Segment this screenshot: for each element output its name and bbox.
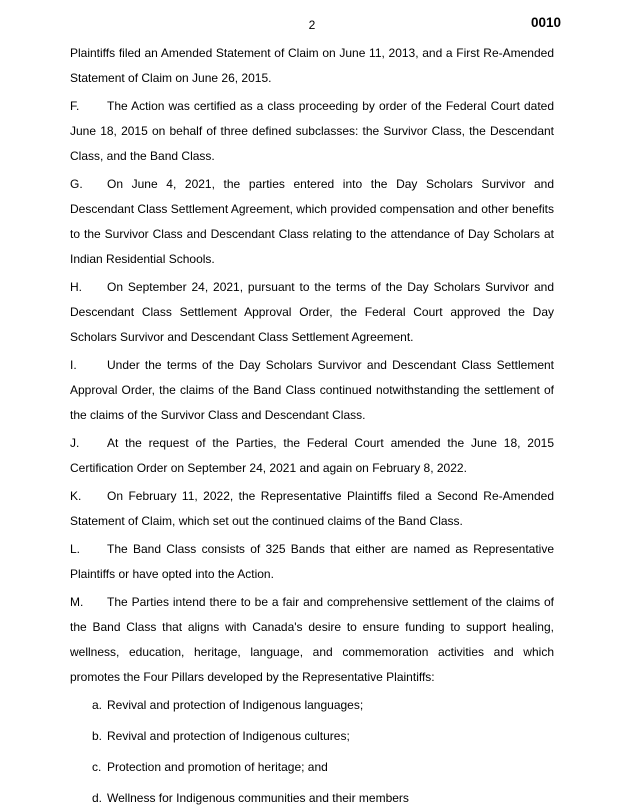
pillar-a-label: a. bbox=[92, 698, 103, 712]
recital-h-label: H. bbox=[70, 280, 82, 294]
recital-m-label: M. bbox=[70, 595, 84, 609]
recital-f-text: The Action was certified as a class proceeding by order of the Federal Court dated June 18, 2015 on behalf of three defined subclasses: the Survivor Class, the Descendant Class, and the Band Class. bbox=[70, 99, 554, 163]
pillar-d-label: d. bbox=[92, 791, 103, 805]
pillar-item-a bbox=[92, 693, 554, 718]
pillar-d-text: Wellness for Indigenous communities and their members bbox=[107, 791, 409, 805]
pillar-a-text: Revival and protection of Indigenous languages; bbox=[107, 698, 364, 712]
pillar-item-d bbox=[92, 786, 554, 807]
recital-i-text: Under the terms of the Day Scholars Survivor and Descendant Class Settlement Approval Order, the claims of the Band Class continued notwithstanding the settlement of the claims of the Survivor Class and Descendant Class. bbox=[70, 358, 554, 422]
recital-i bbox=[70, 353, 554, 428]
pillar-c-text: Protection and promotion of heritage; and bbox=[107, 760, 328, 774]
pillar-b-text: Revival and protection of Indigenous cultures; bbox=[107, 729, 350, 743]
page-number: 2 bbox=[308, 18, 316, 32]
recital-l-text: The Band Class consists of 325 Bands that either are named as Representative Plaintiffs or have opted into the Action. bbox=[70, 542, 554, 581]
recital-m bbox=[70, 590, 554, 690]
recital-i-label: I. bbox=[70, 358, 77, 372]
recital-continuation bbox=[70, 41, 554, 91]
recital-f bbox=[70, 94, 554, 169]
recital-j-text: At the request of the Parties, the Federal Court amended the June 18, 2015 Certification Order on September 24, 2021 and again on February 8, 2022. bbox=[70, 436, 554, 475]
recital-l bbox=[70, 537, 554, 587]
recital-j bbox=[70, 431, 554, 481]
recital-k bbox=[70, 484, 554, 534]
pillar-item-c bbox=[92, 755, 554, 780]
pillar-list bbox=[92, 693, 554, 807]
recital-g-label: G. bbox=[70, 177, 83, 191]
recital-h-text: On September 24, 2021, pursuant to the terms of the Day Scholars Survivor and Descendant Class Settlement Approval Order, the Federal Court approved the Day Scholars Survivor and Descendant Class Settlement Agreement. bbox=[70, 280, 554, 344]
recital-k-text: On February 11, 2022, the Representative Plaintiffs filed a Second Re-Amended Statement of Claim, which set out the continued claims of the Band Class. bbox=[70, 489, 554, 528]
recital-l-label: L. bbox=[70, 542, 81, 556]
recital-j-label: J. bbox=[70, 436, 80, 450]
document-body bbox=[70, 41, 554, 807]
recital-h bbox=[70, 275, 554, 350]
bates-number: 0010 bbox=[530, 15, 561, 30]
recital-f-label: F. bbox=[70, 99, 80, 113]
pillar-b-label: b. bbox=[92, 729, 103, 743]
pillar-item-b bbox=[92, 724, 554, 749]
recital-g-text: On June 4, 2021, the parties entered into the Day Scholars Survivor and Descendant Class Settlement Agreement, which provided compensation and other benefits to the Survivor Class and Descendant Class relating to the attendance of Day Scholars at Indian Residential Schools. bbox=[70, 177, 554, 266]
recital-k-label: K. bbox=[70, 489, 82, 503]
recital-g bbox=[70, 172, 554, 272]
pillar-c-label: c. bbox=[92, 760, 102, 774]
recital-continuation-text: Plaintiffs filed an Amended Statement of Claim on June 11, 2013, and a First Re-Amended Statement of Claim on June 26, 2015. bbox=[70, 46, 554, 85]
recital-m-text: The Parties intend there to be a fair and comprehensive settlement of the claims of the Band Class that aligns with Canada's desire to ensure funding to support healing, wellness, education, heritage, language, and commemoration activities and which promotes the Four Pillars developed by the Representative Plaintiffs: bbox=[70, 595, 554, 684]
